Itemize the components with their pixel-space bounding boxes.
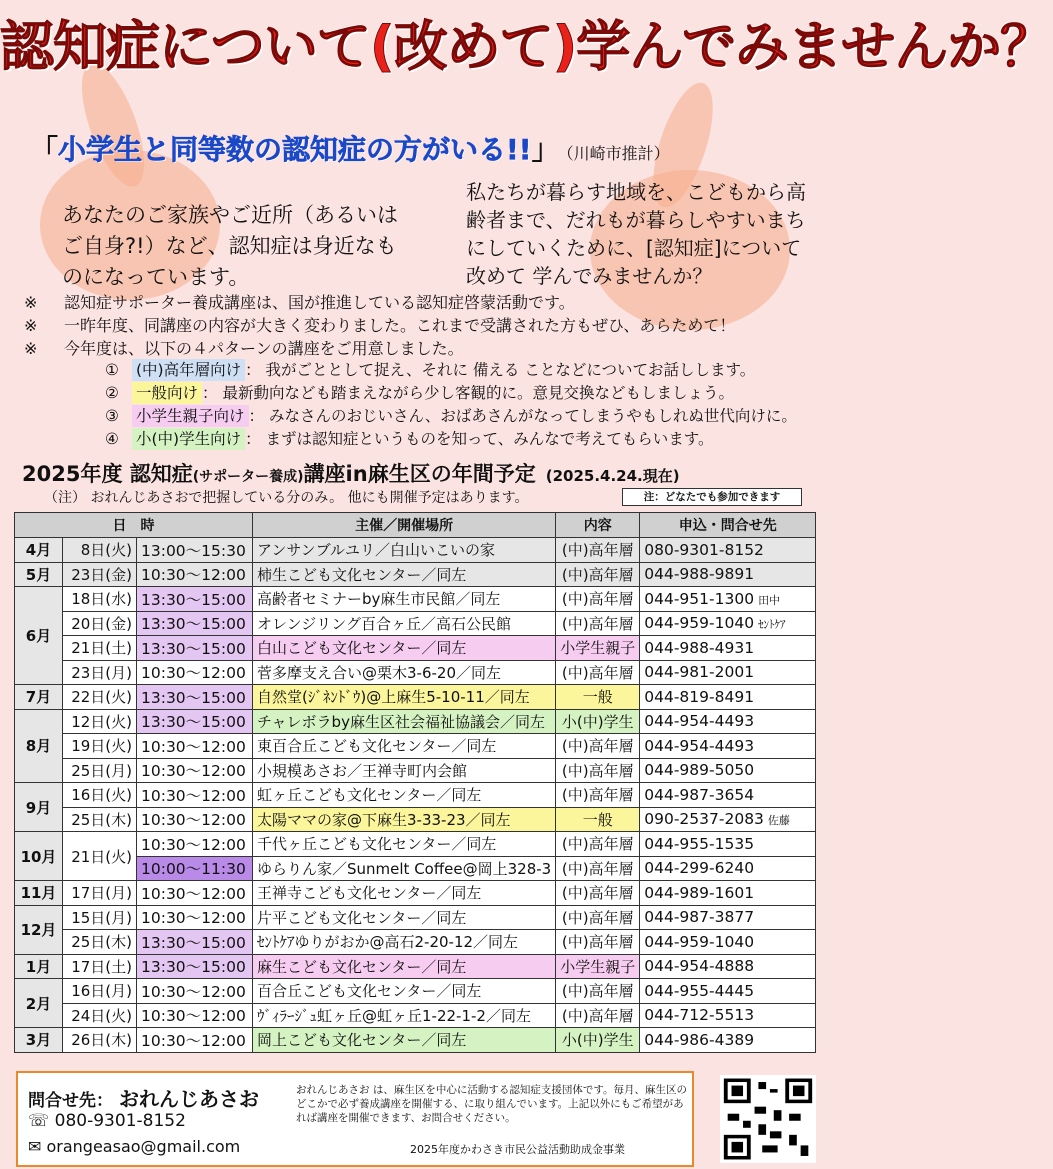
date-cell: 21日(土) — [63, 636, 137, 661]
note-1 — [24, 290, 575, 313]
table-row — [15, 979, 816, 1004]
time-cell: 10:30～12:00 — [137, 734, 253, 759]
header-contact: 申込・問合せ先 — [640, 513, 816, 538]
note-text: 一昨年度、同講座の内容が大きく変わりました。これまで受講された方もぜひ、あらためて！ — [64, 316, 736, 335]
header-datetime: 日 時 — [15, 513, 253, 538]
content-cell: (中)高年層 — [556, 832, 640, 857]
table-row — [15, 930, 816, 955]
month-cell: 6月 — [15, 587, 63, 685]
contact-person: 田中 — [758, 593, 781, 607]
contact-description: おれんじあさお は、麻生区を中心に活動する認知症支援団体です。毎月、麻生区のどこかで必ず養成講座を開催する、に取り組んでいます。上記以外にもご希望があれば講座を開催できます、お問合せください。 — [296, 1084, 687, 1124]
page-title: 認知症について(改めて)学んでみませんか？ — [0, 15, 1053, 78]
place-cell: 百合丘こども文化センター／同左 — [253, 979, 556, 1004]
subtitle-highlight: 小学生と同等数の認知症の方がいる!! — [58, 133, 532, 166]
contact-person: ｾﾝﾄｹｱ — [758, 618, 786, 632]
date-cell: 8日(火) — [63, 538, 137, 563]
pattern-2 — [92, 382, 734, 404]
table-row — [15, 954, 816, 979]
place-cell: 片平こども文化センター／同左 — [253, 905, 556, 930]
content-cell: (中)高年層 — [556, 538, 640, 563]
time-cell: 13:30～15:00 — [137, 685, 253, 710]
table-row — [15, 587, 816, 612]
contact-cell — [640, 807, 816, 832]
pattern-num: ③ — [105, 407, 119, 425]
contact-cell — [640, 685, 816, 710]
table-row — [15, 1003, 816, 1028]
date-cell: 20日(金) — [63, 611, 137, 636]
time-cell: 10:30～12:00 — [137, 1003, 253, 1028]
date-cell: 23日(月) — [63, 660, 137, 685]
date-cell: 21日(火) — [63, 832, 137, 881]
contact-label — [28, 1083, 259, 1112]
time-cell: 13:30～15:00 — [137, 636, 253, 661]
content-cell: (中)高年層 — [556, 1003, 640, 1028]
table-row — [15, 905, 816, 930]
contact-number: 044-954-4493 — [644, 712, 755, 731]
contact-cell — [640, 979, 816, 1004]
date-cell: 12日(火) — [63, 709, 137, 734]
table-row — [15, 660, 816, 685]
content-cell: (中)高年層 — [556, 587, 640, 612]
contact-cell — [640, 660, 816, 685]
table-row — [15, 709, 816, 734]
contact-number: 044-955-1535 — [644, 834, 755, 853]
contact-cell — [640, 538, 816, 563]
date-cell: 24日(火) — [63, 1003, 137, 1028]
contact-cell — [640, 905, 816, 930]
intro-left: あなたのご家族やご近所（あるいはご自身?!）など、認知症は身近なものになっています。 — [62, 203, 398, 289]
pattern-desc: ： 我がごととして捉え、それに 備える ことなどについてお話しします。 — [245, 361, 756, 379]
contact-cell — [640, 1028, 816, 1053]
date-cell: 17日(土) — [63, 954, 137, 979]
pattern-num: ① — [105, 361, 119, 379]
place-cell: 千代ヶ丘こども文化センター／同左 — [253, 832, 556, 857]
place-cell: 王禅寺こども文化センター／同左 — [253, 881, 556, 906]
table-row — [15, 636, 816, 661]
time-cell: 13:30～15:00 — [137, 587, 253, 612]
qr-code-icon — [720, 1075, 816, 1163]
contact-number: 090-2537-2083 — [644, 810, 764, 829]
table-row — [15, 881, 816, 906]
time-cell: 10:30～12:00 — [137, 660, 253, 685]
note-mark: ※ — [24, 339, 38, 358]
content-cell: (中)高年層 — [556, 783, 640, 808]
place-cell: アンサンブルユリ／白山いこいの家 — [253, 538, 556, 563]
content-cell: (中)高年層 — [556, 979, 640, 1004]
place-cell: 虹ヶ丘こども文化センター／同左 — [253, 783, 556, 808]
month-cell: 1月 — [15, 954, 63, 979]
table-row — [15, 562, 816, 587]
schedule-title-a: 2025年度 認知症 — [22, 462, 193, 486]
contact-number: 044-987-3877 — [644, 908, 755, 927]
pattern-num: ② — [105, 384, 119, 402]
subtitle-close: 」 — [531, 133, 560, 166]
time-cell: 13:30～15:00 — [137, 611, 253, 636]
schedule-title-b: (サポーター養成) — [192, 469, 304, 485]
contact-cell — [640, 832, 816, 857]
note-mark: ※ — [24, 316, 38, 335]
note-mark: ※ — [24, 293, 38, 312]
content-cell: (中)高年層 — [556, 905, 640, 930]
place-cell: 柿生こども文化センター／同左 — [253, 562, 556, 587]
content-cell: (中)高年層 — [556, 611, 640, 636]
schedule-table — [14, 512, 816, 1053]
place-cell: 菅多摩支え合い@栗木3-6-20／同左 — [253, 660, 556, 685]
header-content: 内容 — [556, 513, 640, 538]
schedule-note: （注） おれんじあさおで把握している分のみ。 他にも開催予定はあります。 — [44, 490, 529, 506]
contact-cell — [640, 636, 816, 661]
contact-cell — [640, 611, 816, 636]
place-cell: オレンジリング百合ヶ丘／高石公民館 — [253, 611, 556, 636]
subtitle — [30, 128, 820, 168]
month-cell: 12月 — [15, 905, 63, 954]
month-cell: 10月 — [15, 832, 63, 881]
date-cell: 16日(月) — [63, 979, 137, 1004]
month-cell: 9月 — [15, 783, 63, 832]
intro-right: 私たちが暮らす地域を、こどもから高齢者まで、だれもが暮らしやすいまちにしていくために、[認知症]について 改めて 学んでみませんか？ — [466, 180, 806, 288]
contact-number: 044-959-1040 — [644, 932, 755, 951]
pattern-1 — [92, 359, 755, 381]
header-place: 主催／開催場所 — [253, 513, 556, 538]
content-cell: (中)高年層 — [556, 734, 640, 759]
contact-number: 044-986-4389 — [644, 1030, 755, 1049]
place-cell: チャレボラby麻生区社会福祉協議会／同左 — [253, 709, 556, 734]
pattern-desc: ： 最新動向なども踏まえながら少し客観的に。意見交換などもしましょう。 — [202, 384, 734, 402]
table-row — [15, 807, 816, 832]
content-cell: (中)高年層 — [556, 562, 640, 587]
date-cell: 17日(月) — [63, 881, 137, 906]
subtitle-open: 「 — [30, 133, 59, 166]
time-cell: 10:30～12:00 — [137, 783, 253, 808]
content-cell: (中)高年層 — [556, 930, 640, 955]
note-text: 今年度は、以下の４パターンの講座をご用意しました。 — [64, 339, 464, 358]
table-row — [15, 758, 816, 783]
month-cell: 8月 — [15, 709, 63, 783]
pattern-tag: 一般向け — [132, 382, 202, 404]
contact-number: 044-819-8491 — [644, 687, 755, 706]
contact-number: 044-954-4493 — [644, 736, 755, 755]
contact-org-name: おれんじあさお — [119, 1087, 259, 1111]
funding-note: 2025年度かわさき市民公益活動助成金事業 — [410, 1143, 625, 1156]
time-cell: 13:30～15:00 — [137, 930, 253, 955]
date-cell: 15日(月) — [63, 905, 137, 930]
contact-number: 044-989-5050 — [644, 761, 755, 780]
pattern-desc: ： みなさんのおじいさん、おばあさんがなってしまうやもしれぬ世代向けに。 — [248, 407, 797, 425]
table-row — [15, 685, 816, 710]
pattern-tag: 小(中)学生向け — [132, 428, 245, 450]
time-cell: 10:30～12:00 — [137, 832, 253, 857]
contact-cell — [640, 954, 816, 979]
note-2 — [24, 313, 735, 336]
contact-number: 044-954-4888 — [644, 957, 755, 976]
contact-box — [16, 1071, 694, 1167]
time-cell: 10:30～12:00 — [137, 562, 253, 587]
contact-cell — [640, 930, 816, 955]
time-cell: 10:30～12:00 — [137, 807, 253, 832]
date-cell: 26日(木) — [63, 1028, 137, 1053]
place-cell: ゆらりん家／Sunmelt Coffee@岡上328-3 — [253, 856, 556, 881]
time-cell: 13:30～15:00 — [137, 954, 253, 979]
pattern-tag: (中)高年層向け — [132, 359, 245, 381]
open-to-all-badge: 注：どなたでも参加できます — [622, 488, 802, 506]
time-cell: 13:30～15:00 — [137, 709, 253, 734]
contact-cell — [640, 734, 816, 759]
pattern-tag: 小学生親子向け — [132, 405, 249, 427]
date-cell: 25日(月) — [63, 758, 137, 783]
place-cell: 麻生こども文化センター／同左 — [253, 954, 556, 979]
table-header-row — [15, 513, 816, 538]
pattern-4 — [92, 428, 714, 450]
time-cell: 10:30～12:00 — [137, 979, 253, 1004]
pattern-desc: ： まずは認知症というものを知って、みんなで考えてもらいます。 — [245, 430, 714, 448]
table-row — [15, 832, 816, 857]
subtitle-source: （川崎市推計） — [565, 144, 670, 163]
contact-cell — [640, 1003, 816, 1028]
contact-number: 044-959-1040 — [644, 614, 755, 633]
place-cell: ｾﾝﾄｹｱゆりがおか@高石2-20-12／同左 — [253, 930, 556, 955]
content-cell: 小学生親子 — [556, 636, 640, 661]
contact-number: 044-712-5513 — [644, 1006, 755, 1025]
contact-cell — [640, 562, 816, 587]
contact-phone: ☏ 080-9301-8152 — [28, 1111, 186, 1131]
content-cell: (中)高年層 — [556, 856, 640, 881]
contact-number: 044-299-6240 — [644, 859, 755, 878]
time-cell: 10:30～12:00 — [137, 905, 253, 930]
contact-number: 044-955-4445 — [644, 981, 755, 1000]
table-row — [15, 1028, 816, 1053]
content-cell: 一般 — [556, 685, 640, 710]
pattern-3 — [92, 405, 797, 427]
contact-email: ✉ orangeasao@gmail.com — [28, 1137, 241, 1156]
time-cell: 10:30～12:00 — [137, 758, 253, 783]
contact-number: 044-988-9891 — [644, 565, 755, 584]
month-cell: 3月 — [15, 1028, 63, 1053]
table-row — [15, 611, 816, 636]
contact-cell — [640, 783, 816, 808]
content-cell: (中)高年層 — [556, 881, 640, 906]
table-row — [15, 538, 816, 563]
content-cell: 一般 — [556, 807, 640, 832]
content-cell: (中)高年層 — [556, 758, 640, 783]
place-cell: 白山こども文化センター／同左 — [253, 636, 556, 661]
contact-number: 080-9301-8152 — [644, 540, 764, 559]
content-cell: (中)高年層 — [556, 660, 640, 685]
time-cell: 13:00～15:30 — [137, 538, 253, 563]
contact-number: 044-989-1601 — [644, 883, 755, 902]
table-row — [15, 783, 816, 808]
month-cell: 4月 — [15, 538, 63, 563]
contact-cell — [640, 709, 816, 734]
time-cell: 10:00～11:30 — [137, 856, 253, 881]
content-cell: 小(中)学生 — [556, 1028, 640, 1053]
time-cell: 10:30～12:00 — [137, 1028, 253, 1053]
contact-number: 044-981-2001 — [644, 663, 755, 682]
contact-cell — [640, 856, 816, 881]
contact-number: 044-951-1300 — [644, 589, 755, 608]
place-cell: 太陽ママの家@下麻生3-33-23／同左 — [253, 807, 556, 832]
contact-number: 044-987-3654 — [644, 785, 755, 804]
table-row — [15, 734, 816, 759]
schedule-title — [22, 458, 680, 488]
place-cell: 岡上こども文化センター／同左 — [253, 1028, 556, 1053]
contact-number: 044-988-4931 — [644, 638, 755, 657]
date-cell: 25日(木) — [63, 807, 137, 832]
date-cell: 25日(木) — [63, 930, 137, 955]
time-cell: 10:30～12:00 — [137, 881, 253, 906]
place-cell: 東百合丘こども文化センター／同左 — [253, 734, 556, 759]
contact-cell — [640, 881, 816, 906]
schedule-date: (2025.4.24.現在) — [545, 467, 680, 485]
content-cell: 小学生親子 — [556, 954, 640, 979]
date-cell: 23日(金) — [63, 562, 137, 587]
month-cell: 7月 — [15, 685, 63, 710]
contact-cell — [640, 758, 816, 783]
date-cell: 22日(火) — [63, 685, 137, 710]
date-cell: 19日(火) — [63, 734, 137, 759]
place-cell: ｳﾞｨﾗｰｼﾞｭ虹ヶ丘@虹ヶ丘1-22-1-2／同左 — [253, 1003, 556, 1028]
date-cell: 16日(火) — [63, 783, 137, 808]
contact-label-text: 問合せ先： — [28, 1091, 113, 1111]
date-cell: 18日(水) — [63, 587, 137, 612]
month-cell: 2月 — [15, 979, 63, 1028]
pattern-num: ④ — [105, 430, 119, 448]
place-cell: 高齢者セミナーby麻生市民館／同左 — [253, 587, 556, 612]
month-cell: 11月 — [15, 881, 63, 906]
schedule-title-c: 講座in麻生区の年間予定 — [303, 462, 536, 486]
note-3 — [24, 336, 464, 359]
contact-cell — [640, 587, 816, 612]
content-cell: 小(中)学生 — [556, 709, 640, 734]
month-cell: 5月 — [15, 562, 63, 587]
contact-person: 佐藤 — [767, 814, 790, 828]
note-text: 認知症サポーター養成講座は、国が推進している認知症啓蒙活動です。 — [64, 293, 575, 312]
place-cell: 自然堂(ｼﾞﾈﾝﾄﾞｳ)@上麻生5-10-11／同左 — [253, 685, 556, 710]
place-cell: 小規模あさお／王禅寺町内会館 — [253, 758, 556, 783]
